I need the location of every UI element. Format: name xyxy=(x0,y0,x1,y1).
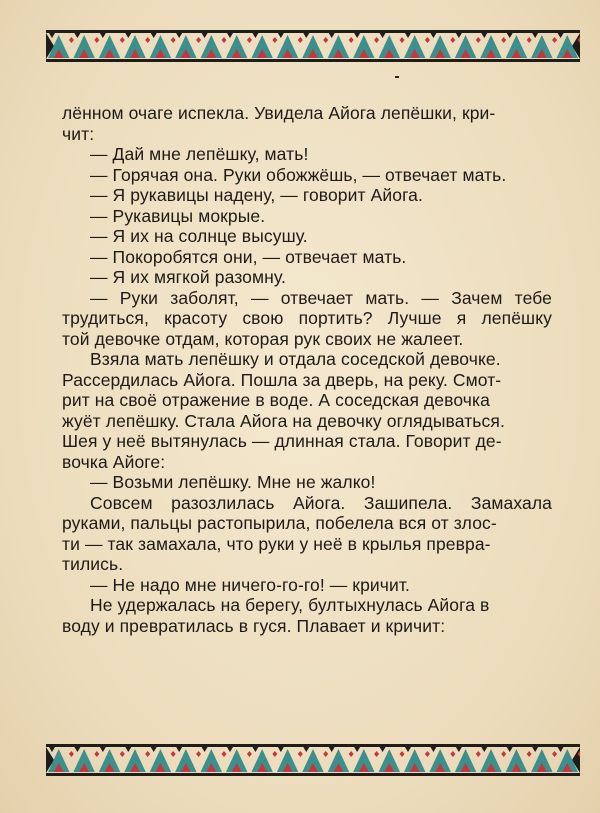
text-line: вочка Айоге: xyxy=(62,451,166,472)
text-line: — Покоробятся они, — отвечает мать. xyxy=(90,246,407,267)
text-line: жуёт лепёшку. Стала Айога на девочку оглядываться. xyxy=(62,410,505,431)
bottom-ornament-border xyxy=(46,744,580,776)
text-line: Совсем разозлилась Айога. Зашипела. Замахала xyxy=(90,492,552,513)
text-line: чит: xyxy=(62,123,95,144)
ornament-pattern-top xyxy=(46,30,580,62)
text-line: Не удержалась на берегу, бултыхнулась Айога в xyxy=(90,595,490,615)
text-line: трудиться, красоту свою портить? Лучше я лепёшку xyxy=(62,308,552,328)
text-line: — Дай мне лепёшку, мать! xyxy=(90,144,309,164)
text-line: ти — так замахала, что руки у неё в крылья превра- xyxy=(62,533,491,554)
text-line: лённом очаге испекла. Увидела Айога лепёшки, кри- xyxy=(62,103,496,123)
text-line: — Горячая она. Руки обожжёшь, — отвечает мать. xyxy=(90,164,507,185)
text-line: Взяла мать лепёшку и отдала соседской девочке. xyxy=(90,349,501,369)
text-line: Рассердилась Айога. Пошла за дверь, на реку. Смот- xyxy=(62,369,502,390)
text-line: воду и превратилась в гуся. Плавает и кричит: xyxy=(62,615,446,636)
text-line: Шея у неё вытянулась — длинная стала. Говорит де- xyxy=(62,431,502,451)
text-line: — Я их мягкой разомну. xyxy=(90,267,286,287)
text-line: — Руки заболят, — отвечает мать. — Зачем тебе xyxy=(90,287,552,308)
page-text-block xyxy=(62,103,552,636)
ornament-pattern-bottom xyxy=(46,744,580,776)
text-line: — Возьми лепёшку. Мне не жалко! xyxy=(90,472,376,492)
text-line: — Рукавицы мокрые. xyxy=(90,205,266,226)
text-line: — Я рукавицы надену, — говорит Айога. xyxy=(90,185,423,205)
text-line: руками, пальцы растопырила, побелела вся от злос- xyxy=(62,513,497,533)
top-ornament-border xyxy=(46,30,580,62)
text-line: той девочке отдам, которая рук своих не жалеет. xyxy=(62,328,464,349)
text-line: рит на своё отражение в воде. А соседская девочка xyxy=(62,390,490,410)
text-line: тились. xyxy=(62,554,124,574)
text-line: — Не надо мне ничего-го-го! — кричит. xyxy=(90,574,411,595)
ink-speck xyxy=(395,76,399,78)
text-line: — Я их на солнце высушу. xyxy=(90,226,308,246)
